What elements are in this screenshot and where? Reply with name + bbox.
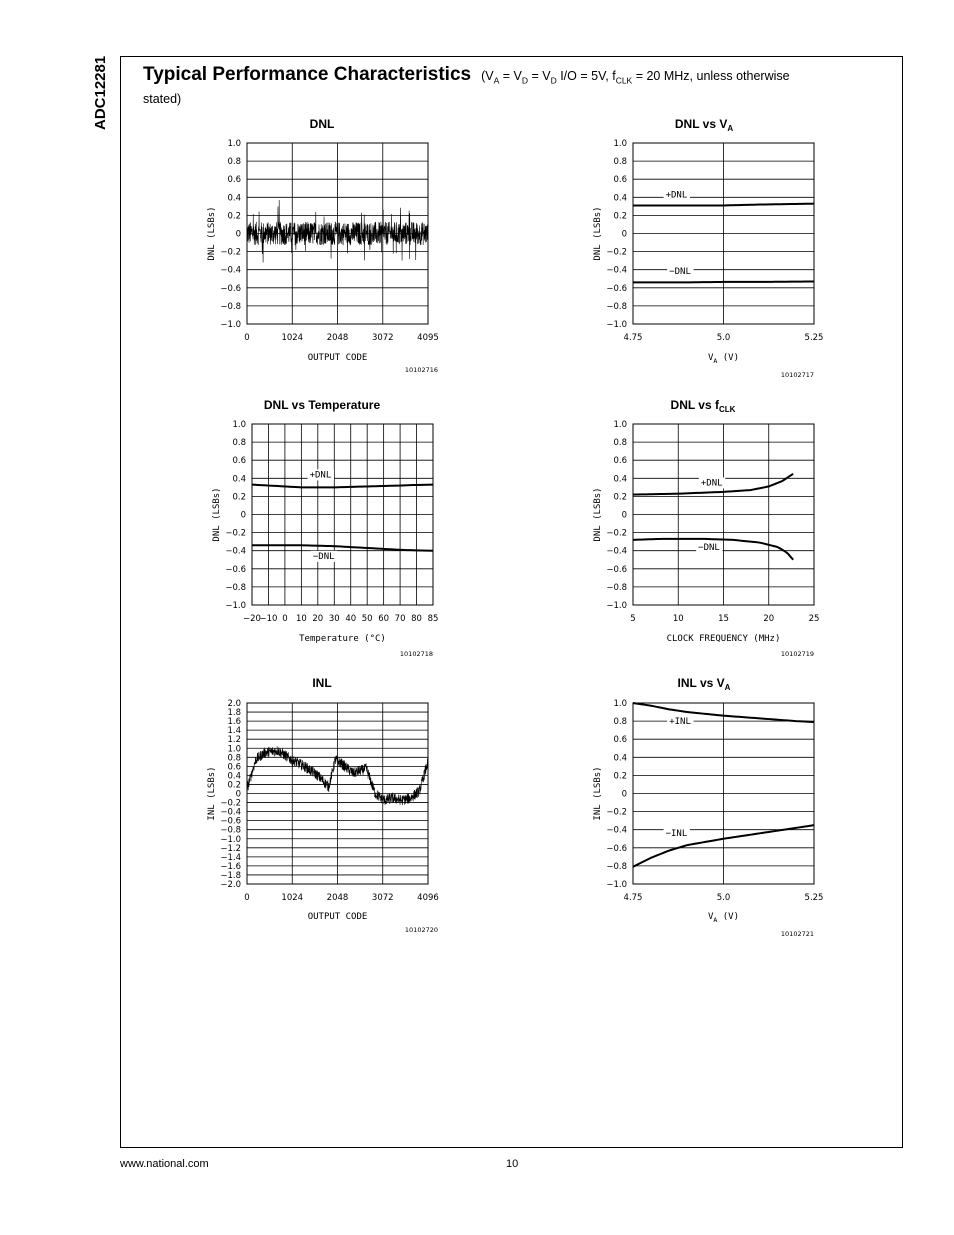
- figure-code: 10102720: [404, 926, 438, 934]
- figure-code: 10102721: [780, 930, 814, 938]
- y-tick-label: −0.4: [225, 546, 246, 557]
- y-tick-label: −0.6: [606, 283, 627, 294]
- series-line-dnl-temp-1: [252, 545, 433, 550]
- x-tick-label: 5.25: [804, 893, 824, 903]
- series-label: −DNL: [669, 267, 691, 278]
- grid-dnl-fclk: [633, 424, 814, 605]
- y-tick-label: 0.4: [613, 474, 627, 485]
- y-tick-label: −0.4: [606, 265, 627, 276]
- x-tick-label: 4095: [417, 333, 439, 343]
- y-tick-label: −0.8: [220, 825, 241, 836]
- y-tick-label: 0.6: [613, 735, 627, 746]
- x-tick-label: 4096: [417, 893, 439, 903]
- x-tick-label: 2048: [326, 893, 349, 903]
- series-label: +DNL: [700, 478, 723, 489]
- y-tick-label: 0.2: [227, 211, 241, 222]
- chart-title-subscript: A: [724, 683, 731, 692]
- y-tick-label: −1.6: [220, 861, 241, 872]
- chart-title-subscript: CLK: [719, 405, 736, 414]
- chart-title-inl: INL: [312, 676, 332, 690]
- series-label: +DNL: [665, 190, 688, 201]
- y-tick-label: 0.2: [613, 211, 627, 222]
- x-tick-label: 1024: [281, 893, 304, 903]
- y-tick-label: 0.4: [613, 753, 627, 764]
- y-tick-label: 0.6: [232, 456, 246, 467]
- x-tick-label: 40: [345, 614, 357, 624]
- y-tick-label: 0.2: [613, 492, 627, 503]
- y-tick-label: 1.2: [227, 735, 241, 746]
- y-axis-label: DNL (LSBs): [593, 206, 603, 261]
- y-tick-label: 0: [235, 229, 241, 240]
- y-tick-label: 0.6: [227, 762, 241, 773]
- grid-dnl-va: [633, 143, 814, 324]
- y-tick-label: 1.8: [227, 708, 241, 719]
- x-tick-label: 20: [312, 614, 324, 624]
- y-tick-label: −0.4: [606, 825, 627, 836]
- x-tick-label: 3072: [371, 893, 394, 903]
- x-tick-label: 5.0: [716, 333, 731, 343]
- y-tick-label: −0.8: [606, 301, 627, 312]
- series-label: −DNL: [312, 551, 335, 562]
- y-tick-label: 0.8: [613, 438, 627, 449]
- x-tick-label: 70: [394, 614, 406, 624]
- y-tick-label: 0.8: [232, 438, 246, 449]
- x-tick-label: 50: [361, 614, 373, 624]
- y-tick-label: 0.4: [227, 771, 241, 782]
- x-axis-label-unit: (V): [717, 353, 740, 363]
- series-label: +INL: [669, 716, 691, 727]
- x-tick-label: −10: [259, 614, 278, 624]
- y-tick-label: −0.2: [606, 247, 627, 258]
- y-tick-label: −0.2: [225, 528, 246, 539]
- y-tick-label: 1.4: [227, 726, 241, 737]
- x-axis-label-subscript: A: [713, 916, 718, 924]
- y-tick-label: −0.6: [220, 283, 241, 294]
- y-tick-label: 0: [240, 510, 246, 521]
- y-tick-label: −1.0: [220, 834, 241, 845]
- y-tick-label: 1.0: [613, 699, 627, 709]
- x-axis-label-main: V: [707, 353, 714, 363]
- y-tick-label: 0: [621, 229, 627, 240]
- x-axis-label: Temperature (°C): [299, 634, 386, 644]
- x-tick-label: 0: [282, 614, 288, 624]
- y-tick-label: −0.8: [606, 582, 627, 593]
- series-line-dnl-temp-0: [252, 485, 433, 488]
- y-tick-label: 1.6: [227, 717, 241, 728]
- x-tick-label: 5.25: [804, 333, 824, 343]
- y-tick-label: −0.6: [220, 816, 241, 827]
- grid-inl: [247, 703, 428, 884]
- x-axis-label: OUTPUT CODE: [307, 353, 368, 363]
- y-axis-label: DNL (LSBs): [593, 487, 603, 542]
- x-axis-label: [708, 912, 739, 924]
- grid-dnl-temp: [252, 424, 433, 605]
- y-tick-label: −0.6: [606, 843, 627, 854]
- section-title: Typical Performance Characteristics: [143, 64, 472, 85]
- y-tick-label: −0.8: [606, 861, 627, 872]
- x-tick-label: 20: [763, 614, 775, 624]
- x-tick-label: 85: [427, 614, 439, 624]
- conditions-text: ($V_A = V_D = V_D$ I/O = 5V, $f_{CLK} = 20$ MHz, unless otherwise stated): [143, 69, 790, 106]
- y-tick-label: 1.0: [613, 139, 627, 149]
- y-tick-label: 0.2: [232, 492, 246, 503]
- y-tick-label: −0.4: [220, 807, 241, 818]
- part-number-text: ADC12281: [92, 55, 109, 130]
- chart-title-dnl: DNL: [309, 117, 335, 131]
- y-tick-label: −0.2: [606, 807, 627, 818]
- y-tick-label: −2.0: [220, 880, 241, 890]
- chart-title-inl-va: INL vs $V_A$: [677, 676, 731, 692]
- y-tick-label: −0.8: [220, 301, 241, 312]
- figure-code: 10102718: [399, 650, 433, 658]
- y-tick-label: −0.6: [225, 564, 246, 575]
- y-axis-label: INL (LSBs): [593, 766, 603, 821]
- figure-code: 10102717: [780, 371, 814, 379]
- series-line-dnl-va-1: [633, 281, 814, 282]
- y-tick-label: 0: [621, 510, 627, 521]
- y-axis-label: DNL (LSBs): [207, 206, 217, 261]
- series-label: −DNL: [698, 542, 720, 553]
- x-tick-label: 5.0: [716, 893, 731, 903]
- y-tick-label: 2.0: [227, 699, 241, 709]
- figure-code: 10102716: [404, 366, 438, 374]
- y-tick-label: 0.6: [613, 456, 627, 467]
- x-tick-label: 3072: [371, 333, 394, 343]
- y-tick-label: −0.2: [606, 528, 627, 539]
- y-tick-label: −1.0: [606, 880, 627, 890]
- y-tick-label: 0.8: [613, 157, 627, 168]
- y-tick-label: −0.2: [220, 798, 241, 809]
- x-axis-label: [708, 353, 739, 365]
- y-tick-label: −0.4: [220, 265, 241, 276]
- y-tick-label: 1.0: [227, 139, 241, 149]
- chart-title-subscript: A: [727, 124, 734, 133]
- y-tick-label: 0.4: [232, 474, 246, 485]
- y-tick-label: −0.2: [220, 247, 241, 258]
- y-tick-label: −1.4: [220, 852, 241, 863]
- y-tick-label: −1.2: [220, 843, 241, 854]
- x-axis-label-unit: (V): [717, 912, 740, 922]
- y-tick-label: 0.2: [227, 780, 241, 791]
- footer-url: www.national.com: [120, 1158, 209, 1170]
- y-tick-label: 0.6: [227, 175, 241, 186]
- x-axis-label-main: V: [707, 912, 714, 922]
- y-tick-label: −0.8: [225, 582, 246, 593]
- grid-inl-va: [633, 703, 814, 884]
- series-label: −INL: [665, 829, 688, 840]
- y-tick-label: 1.0: [613, 420, 627, 430]
- x-tick-label: 60: [378, 614, 390, 624]
- footer-page-number: 10: [506, 1158, 519, 1170]
- x-tick-label: 80: [411, 614, 422, 624]
- y-tick-label: −0.6: [606, 564, 627, 575]
- y-tick-label: 0.8: [227, 157, 241, 168]
- y-tick-label: 0.2: [613, 771, 627, 782]
- y-tick-label: 1.0: [232, 420, 246, 430]
- y-tick-label: 0.6: [613, 175, 627, 186]
- x-tick-label: 4.75: [623, 893, 643, 903]
- y-tick-label: 1.0: [227, 744, 241, 755]
- chart-title-dnl-va: DNL vs $V_A$: [674, 117, 734, 133]
- x-tick-label: 1024: [281, 333, 304, 343]
- x-tick-label: −20: [243, 614, 261, 624]
- x-tick-label: 15: [718, 614, 729, 624]
- x-axis-label-subscript: A: [713, 357, 718, 365]
- x-tick-label: 2048: [326, 333, 349, 343]
- y-tick-label: 0.8: [613, 717, 627, 728]
- x-tick-label: 10: [672, 614, 684, 624]
- y-tick-label: 0: [621, 789, 627, 800]
- y-tick-label: 0.4: [227, 193, 241, 204]
- y-tick-label: −0.4: [606, 546, 627, 557]
- x-axis-label: OUTPUT CODE: [307, 912, 368, 922]
- x-tick-label: 0: [244, 893, 250, 903]
- chart-title-dnl-fclk: DNL vs $f_{CLK}$: [670, 398, 736, 414]
- x-tick-label: 30: [328, 614, 340, 624]
- chart-title-dnl-temp: DNL vs Temperature: [263, 398, 381, 412]
- y-tick-label: −1.0: [606, 601, 627, 611]
- y-tick-label: −1.0: [220, 320, 241, 330]
- x-tick-label: 0: [244, 333, 250, 343]
- y-axis-label: INL (LSBs): [207, 766, 217, 821]
- y-tick-label: −1.8: [220, 870, 241, 881]
- y-axis-label: DNL (LSBs): [212, 487, 222, 542]
- x-tick-label: 10: [295, 614, 307, 624]
- y-tick-label: −1.0: [606, 320, 627, 330]
- y-tick-label: 0.4: [613, 193, 627, 204]
- y-tick-label: 0.8: [227, 753, 241, 764]
- x-axis-label: CLOCK FREQUENCY (MHz): [666, 634, 781, 644]
- y-tick-label: −1.0: [225, 601, 246, 611]
- figure-code: 10102719: [780, 650, 814, 658]
- x-tick-label: 5: [630, 614, 636, 624]
- series-label: +DNL: [309, 470, 332, 481]
- x-tick-label: 25: [808, 614, 820, 624]
- x-tick-label: 4.75: [623, 333, 643, 343]
- y-tick-label: 0: [235, 789, 241, 800]
